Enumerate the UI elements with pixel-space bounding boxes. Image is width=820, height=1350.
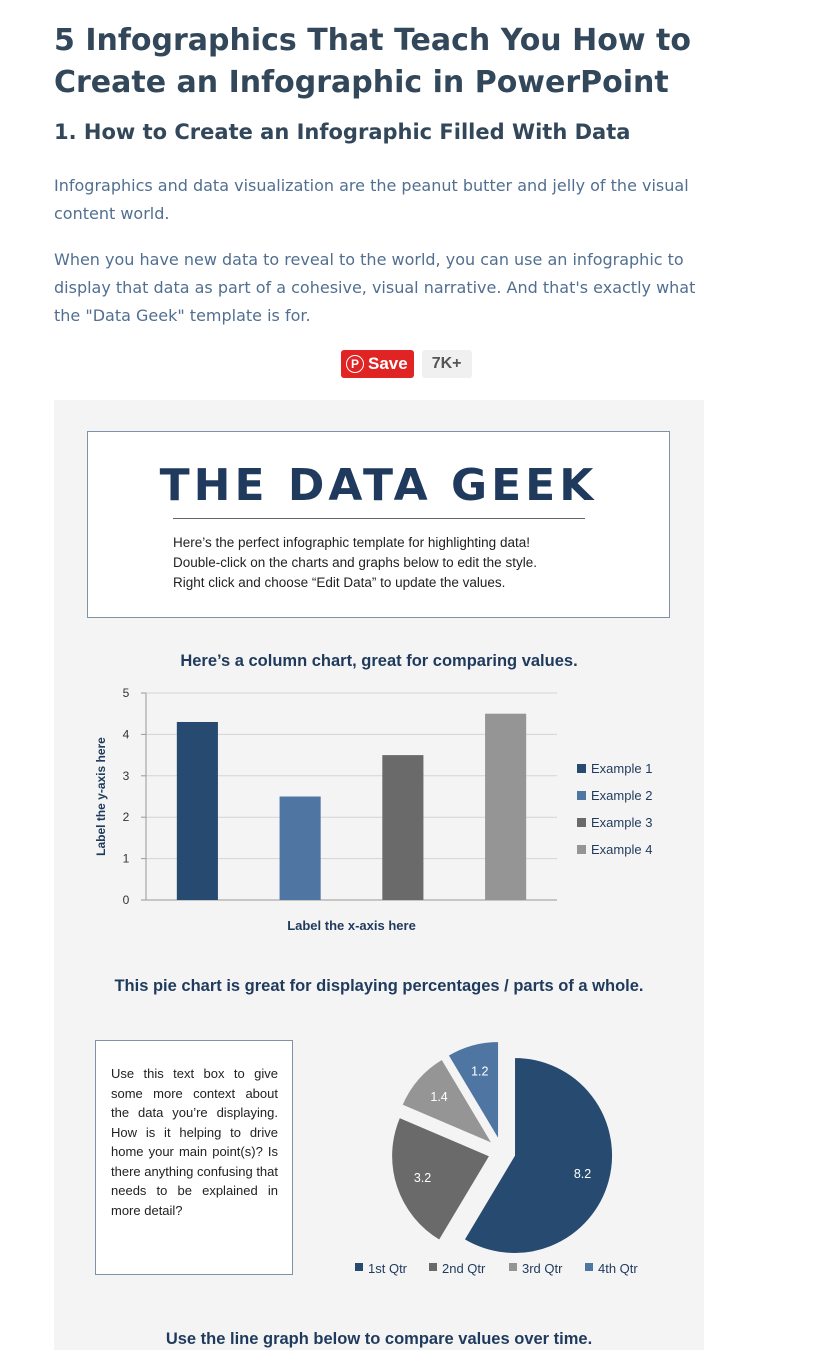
legend-label: 2nd Qtr (442, 1261, 486, 1276)
legend-swatch (509, 1263, 517, 1271)
legend-label: 1st Qtr (368, 1261, 408, 1276)
context-textbox: Use this text box to give some more context about the data you’re displaying. How is it helping to drive home your main point(s)? Is there anything confusing that needs to be explained in more detail? (95, 1040, 293, 1275)
pie-data-label: 8.2 (573, 1167, 592, 1182)
infographic-title: THE DATA GEEK (159, 460, 598, 511)
data-geek-infographic (54, 400, 704, 1350)
legend-label: Example 2 (591, 788, 653, 803)
pinterest-icon: P (346, 355, 364, 373)
pinterest-save-button[interactable] (341, 350, 414, 378)
legend-swatch (429, 1263, 437, 1271)
bar-example-3 (382, 755, 423, 900)
y-tick-label: 5 (122, 686, 130, 700)
bar-example-1 (177, 722, 218, 900)
column-chart-title: Here’s a column chart, great for comparing values. (180, 652, 578, 670)
y-tick-label: 4 (122, 727, 130, 742)
intro-line: Here’s the perfect infographic template for highlighting data! (173, 535, 530, 550)
legend-label: 3rd Qtr (522, 1261, 563, 1276)
pie-data-label: 1.2 (471, 1064, 489, 1079)
column-chart (54, 680, 704, 980)
pie-chart (54, 1015, 704, 1285)
article-title: 5 Infographics That Teach You How to Create an Infographic in PowerPoint (54, 23, 691, 100)
y-tick-label: 0 (122, 893, 130, 907)
legend-label: Example 4 (591, 842, 653, 857)
legend-swatch (355, 1263, 363, 1271)
bar-example-2 (280, 797, 321, 901)
y-tick-label: 2 (122, 810, 130, 825)
intro-paragraph: Infographics and data visualization are the peanut butter and jelly of the visual content world. (54, 176, 689, 223)
legend-swatch (577, 764, 586, 773)
legend-label: Example 1 (591, 761, 653, 776)
legend-swatch (585, 1263, 593, 1271)
x-axis-label: Label the x-axis here (287, 918, 416, 933)
y-tick-label: 1 (122, 851, 130, 866)
save-count: 7K+ (422, 350, 472, 378)
legend-label: Example 3 (591, 815, 653, 830)
bar-example-4 (485, 714, 526, 900)
intro-line: Right click and choose “Edit Data” to update the values. (173, 575, 506, 590)
y-axis-label: Label the y-axis here (94, 737, 108, 856)
legend-label: 4th Qtr (598, 1261, 638, 1276)
section-heading: 1. How to Create an Infographic Filled With Data (54, 120, 631, 144)
infographic-intro (173, 533, 537, 593)
intro-line: Double-click on the charts and graphs below to edit the style. (173, 555, 537, 570)
pinterest-save-bar (341, 350, 472, 378)
pie-data-label: 1.4 (430, 1090, 448, 1105)
pie-chart-title: This pie chart is great for displaying percentages / parts of a whole. (114, 977, 644, 995)
legend-swatch (577, 818, 586, 827)
pie-data-label: 3.2 (413, 1170, 432, 1185)
save-label: Save (368, 354, 408, 373)
legend-swatch (577, 791, 586, 800)
infographic-header (87, 431, 670, 618)
template-paragraph: When you have new data to reveal to the world, you can use an infographic to display that data as part of a cohesive, visual narrative. And that's exactly what the "Data Geek" template is for. (54, 250, 696, 325)
line-graph-caption: Use the line graph below to compare values over time. (165, 1330, 593, 1348)
y-tick-label: 3 (122, 768, 130, 783)
title-divider (173, 518, 585, 519)
legend-swatch (577, 845, 586, 854)
